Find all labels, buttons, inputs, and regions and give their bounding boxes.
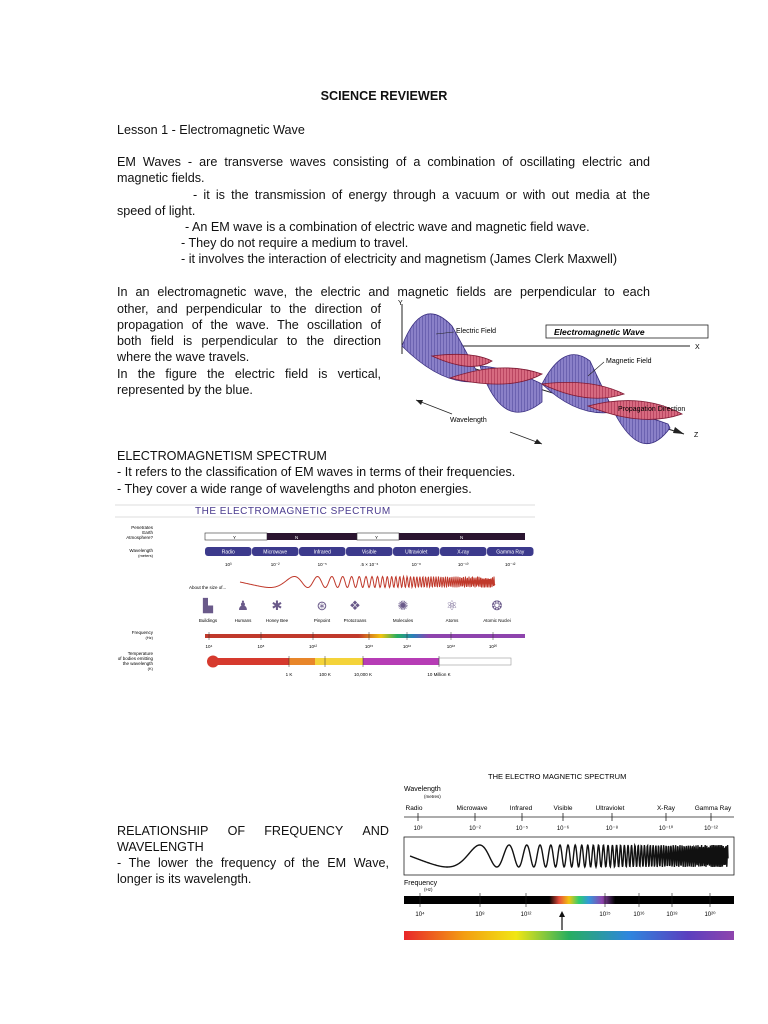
lesson-heading: Lesson 1 - Electromagnetic Wave <box>117 123 305 137</box>
size-label-item: Pinpoint <box>313 618 331 623</box>
em-waves-line-4: speed of light. <box>117 204 196 218</box>
size-icon: ⊛ <box>316 598 328 613</box>
band-label: Gamma Ray <box>694 805 732 812</box>
wavelength-value: 10⁻⁵ <box>515 826 529 832</box>
frequency-bar <box>404 896 734 904</box>
wavelength-value: 10⁻¹² <box>704 826 718 832</box>
electric-field-label: Electric Field <box>456 328 497 335</box>
z-axis-label: Z <box>694 432 699 439</box>
wavelength-value: 10⁻⁸ <box>411 562 421 567</box>
size-label-item: Buildings <box>198 618 218 623</box>
wavelength-value: 10⁻² <box>469 826 481 832</box>
penetrates-label: Earth <box>142 530 153 535</box>
frequency-value: 10¹⁶ <box>633 912 645 918</box>
spectrum-title: THE ELECTROMAGNETIC SPECTRUM <box>195 506 391 517</box>
em-waves-line-2: magnetic fields. <box>117 171 205 185</box>
size-label-item: Protozoans <box>343 618 367 623</box>
visible-spectrum-bar <box>404 931 734 940</box>
band-label: Ultraviolet <box>595 805 625 812</box>
spectrum2-wavelength-label: Wavelength <box>404 786 441 793</box>
frequency-value: 10¹⁵ <box>364 644 374 649</box>
frequency-label: Frequency <box>131 630 153 635</box>
em-waves-line-3: - it is the transmission of energy through a vacuum or with out media at the <box>193 188 650 202</box>
relationship-word: AND <box>362 824 389 838</box>
relationship-line-1: - The lower the frequency of the EM Wave, <box>117 856 389 870</box>
frequency-unit: (Hz) <box>145 635 153 640</box>
band-label: Infrared <box>509 805 533 812</box>
spectrum2-title: THE ELECTRO MAGNETIC SPECTRUM <box>488 772 627 781</box>
spectrum2-frequency-unit: (Hz) <box>424 887 433 892</box>
penetrate-mark: N <box>295 535 299 540</box>
em-wave-figure <box>392 296 722 448</box>
band-label: Ultraviolet <box>405 549 428 556</box>
relationship-word: FREQUENCY <box>264 824 344 838</box>
size-label-item: Atomic Nuclei <box>483 618 511 623</box>
relationship-heading <box>117 823 389 839</box>
frequency-value: 10⁸ <box>475 912 485 918</box>
frequency-value: 10¹⁶ <box>402 644 412 649</box>
penetrate-mark: Y <box>233 535 237 540</box>
band-label: Infrared <box>313 549 331 556</box>
relationship-word: OF <box>227 824 246 838</box>
perp-line-3: propagation of the wave. The oscillation of <box>117 318 381 332</box>
penetrates-label: Atmosphere? <box>126 535 153 540</box>
temp-value: 10 Million K <box>427 672 451 677</box>
propagation-direction-label: Propagation Direction <box>618 406 686 413</box>
band-label: Microwave <box>456 805 488 812</box>
wavelength-value: 10⁻⁸ <box>605 826 619 832</box>
band-label: Visible <box>361 549 377 556</box>
band-label: Radio <box>221 549 235 556</box>
penetrate-mark: N <box>460 535 464 540</box>
wavelength-value: .5 × 10⁻⁶ <box>360 562 379 567</box>
frequency-value: 10⁸ <box>257 644 265 649</box>
temp-bar-segment <box>439 658 511 665</box>
temp-label: Temperature <box>127 651 153 656</box>
size-icon: ♟ <box>237 598 249 613</box>
spectrum-line-1: - It refers to the classification of EM waves in terms of their frequencies. <box>117 465 516 479</box>
frequency-value: 10¹² <box>308 644 318 649</box>
em-waves-line-1: EM Waves - are transverse waves consisting of a combination of oscillating electric and <box>117 155 650 169</box>
penetrate-mark: Y <box>375 535 379 540</box>
size-label-item: Honey Bee <box>265 618 289 623</box>
page-title: SCIENCE REVIEWER <box>320 89 448 103</box>
size-icon: ❖ <box>349 598 361 613</box>
band-label: Gamma Ray <box>496 549 525 556</box>
size-label: About the size of... <box>189 585 227 590</box>
size-icon: ✱ <box>271 598 283 613</box>
temp-label: (K) <box>147 666 153 671</box>
temp-label: of bodies emitting <box>117 656 153 661</box>
relationship-heading-2: WAVELENGTH <box>117 840 204 854</box>
spectrum-line-2: - They cover a wide range of wavelengths and photon energies. <box>117 482 472 496</box>
wavelength-value: 10⁻⁵ <box>317 562 327 567</box>
size-label-item: Molecules <box>392 618 414 623</box>
frequency-value: 10¹⁸ <box>446 644 456 649</box>
perp-line-1: In an electromagnetic wave, the electric and magnetic fields are perpendicular to each <box>117 285 650 299</box>
frequency-value: 10¹² <box>520 912 532 918</box>
perp-line-2: other, and perpendicular to the direction of <box>117 302 381 316</box>
temp-bar-segment <box>209 658 289 665</box>
em-waves-line-6: - They do not require a medium to travel. <box>181 236 409 250</box>
penetrates-label: Penetrates <box>131 525 153 530</box>
relationship-word: RELATIONSHIP <box>117 824 209 838</box>
frequency-value: 10²⁰ <box>704 912 716 918</box>
size-label-item: Humans <box>234 618 252 623</box>
size-icon: ❂ <box>491 598 503 613</box>
temp-value: 1 K <box>285 672 293 677</box>
temp-value: 10,000 K <box>353 672 373 677</box>
wavelength-value: 10³ <box>413 826 423 832</box>
size-label-item: Atoms <box>445 618 459 623</box>
frequency-value: 10⁴ <box>415 912 425 918</box>
temp-bar-segment <box>289 658 315 665</box>
em-spectrum-figure-2 <box>400 767 740 945</box>
temp-label: the wavelength <box>122 661 153 666</box>
spectrum-heading: ELECTROMAGNETISM SPECTRUM <box>117 449 327 463</box>
wavelength-value: 10⁻² <box>270 562 280 567</box>
wavelength-value: 10⁻¹⁰ <box>457 562 469 567</box>
perp-line-4: both field is perpendicular to the direction <box>117 334 381 348</box>
band-label: X-Ray <box>656 805 676 812</box>
perp-line-6: In the figure the electric field is vertical, <box>117 367 381 381</box>
wavelength-value: 10³ <box>224 562 232 567</box>
y-axis-label: Y <box>398 300 403 307</box>
em-wave-title: Electromagnetic Wave <box>554 327 645 337</box>
em-waves-line-5: - An EM wave is a combination of electric wave and magnetic field wave. <box>185 220 590 234</box>
frequency-value: 10¹⁵ <box>599 912 611 918</box>
em-spectrum-figure <box>115 500 535 680</box>
spectrum2-wavelength-unit: (metres) <box>424 794 441 799</box>
size-icon: ▙ <box>203 598 213 613</box>
wavelength-value: 10⁻¹² <box>505 562 516 567</box>
band-label: Visible <box>553 805 573 812</box>
perp-line-5: where the wave travels. <box>117 350 250 364</box>
penetrate-bar-n <box>267 533 357 540</box>
wavelength-value: 10⁻¹⁰ <box>658 826 674 832</box>
temp-bar-segment <box>315 658 363 665</box>
perp-line-7: represented by the blue. <box>117 383 253 397</box>
wavelength-row-unit: (meters) <box>138 553 153 558</box>
visible-arrow-head <box>559 911 565 917</box>
frequency-value: 10²⁰ <box>488 644 498 649</box>
wavelength-row-label: Wavelength <box>129 548 153 553</box>
band-label: Radio <box>405 805 423 812</box>
band-label: X-ray <box>457 549 470 556</box>
size-icon: ⚛ <box>446 598 458 613</box>
spectrum2-frequency-label: Frequency <box>404 880 438 887</box>
wavelength-value: 10⁻⁶ <box>556 826 570 832</box>
x-axis-label: X <box>695 344 700 351</box>
thermometer-bulb <box>207 656 219 668</box>
size-icon: ✺ <box>397 598 409 613</box>
relationship-line-2: longer is its wavelength. <box>117 872 252 886</box>
em-waves-line-7: - it involves the interaction of electricity and magnetism (James Clerk Maxwell) <box>181 252 618 266</box>
frequency-value: 10⁴ <box>205 644 213 649</box>
magnetic-field-label: Magnetic Field <box>606 358 652 365</box>
temp-bar-segment <box>363 658 439 665</box>
frequency-value: 10¹⁸ <box>666 912 678 918</box>
temp-value: 100 K <box>319 672 331 677</box>
frequency-bar <box>205 634 525 638</box>
wavelength-label: Wavelength <box>450 417 487 424</box>
band-label: Microwave <box>263 549 288 556</box>
